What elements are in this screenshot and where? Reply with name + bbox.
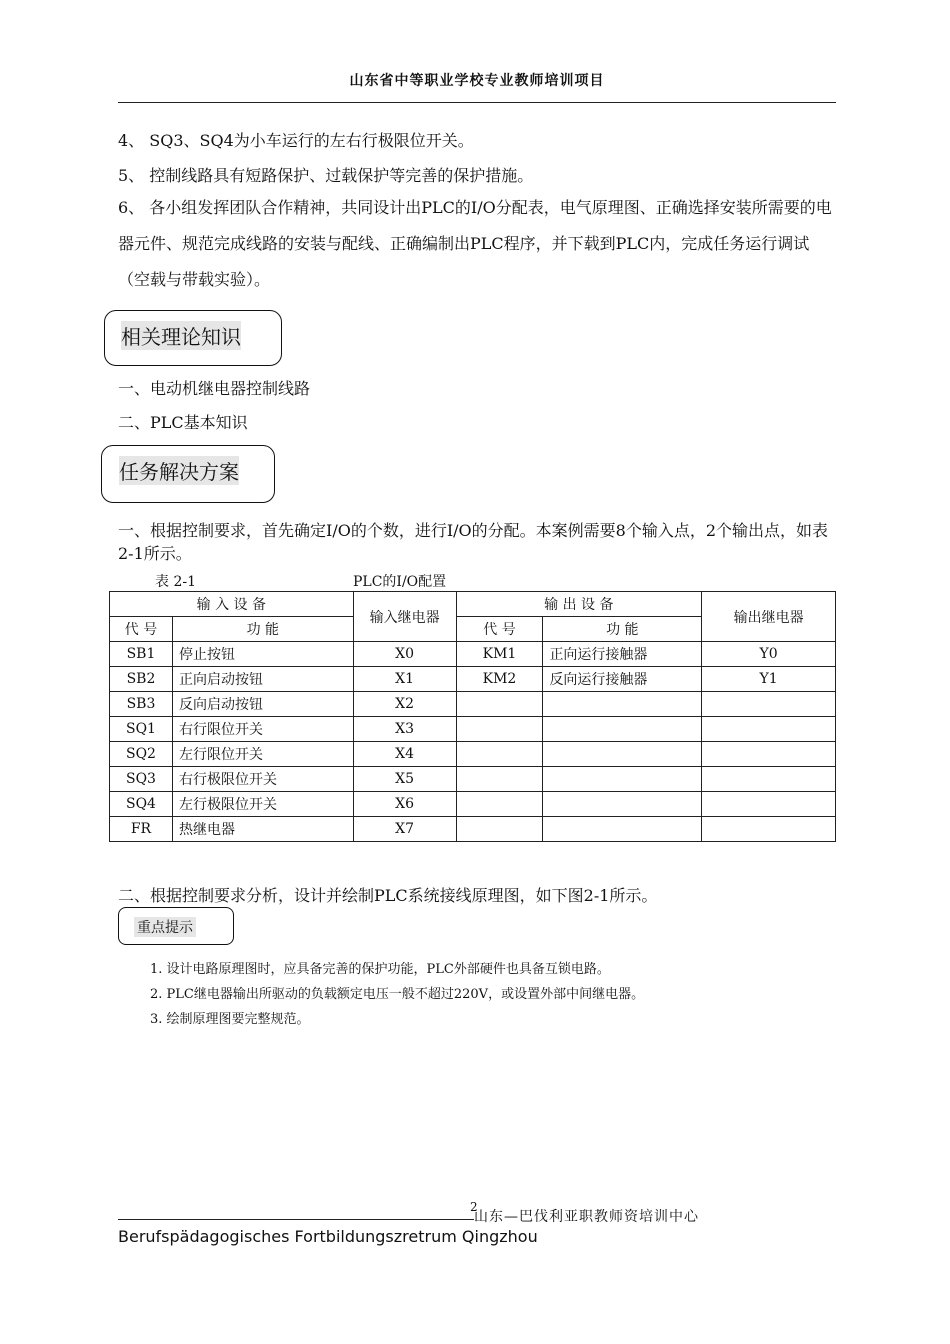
input-code-cell: SB2 <box>110 667 173 692</box>
input-function-cell: 热继电器 <box>172 817 353 842</box>
theory-item-1: 一、电动机继电器控制线路 <box>118 379 311 398</box>
input-code-cell: SQ2 <box>110 742 173 767</box>
input-relay-cell: X6 <box>353 792 456 817</box>
output-function-cell <box>543 742 702 767</box>
page-number: 2 <box>470 1200 478 1214</box>
input-function-cell: 右行限位开关 <box>172 717 353 742</box>
input-function-cell: 左行限位开关 <box>172 742 353 767</box>
output-function-cell: 正向运行接触器 <box>543 642 702 667</box>
requirement-item-6: 6、 各小组发挥团队合作精神，共同设计出PLC的I/O分配表，电气原理图、正确选择安装所需要的电器元件、规范完成线路的安装与配线、正确编制出PLC程序，并下载到PLC内，完成任务运行调试（空载与带载实验）。 <box>118 198 832 289</box>
output-relay-cell <box>702 742 836 767</box>
tip-item-3: 3. 绘制原理图要完整规范。 <box>150 1012 310 1027</box>
input-function-cell: 反向启动按钮 <box>172 692 353 717</box>
input-relay-header: 输入继电器 <box>353 592 456 642</box>
output-devices-header: 输 出 设 备 <box>456 592 702 617</box>
output-relay-cell: Y0 <box>702 642 836 667</box>
input-function-cell: 停止按钮 <box>172 642 353 667</box>
table-row <box>110 692 836 717</box>
footer-center-name: 山东—巴伐利亚职教师资培训中心 <box>474 1209 699 1225</box>
input-relay-cell: X1 <box>353 667 456 692</box>
input-function-cell: 左行极限位开关 <box>172 792 353 817</box>
input-code-header: 代 号 <box>110 617 173 642</box>
table-header-row <box>110 592 836 617</box>
output-function-cell <box>543 717 702 742</box>
output-relay-cell <box>702 817 836 842</box>
table-row <box>110 792 836 817</box>
theory-section-box <box>104 310 282 366</box>
output-function-cell <box>543 692 702 717</box>
input-code-cell: SQ3 <box>110 767 173 792</box>
input-relay-cell: X0 <box>353 642 456 667</box>
tips-box <box>118 907 234 945</box>
output-relay-header: 输出继电器 <box>702 592 836 642</box>
input-relay-cell: X2 <box>353 692 456 717</box>
input-code-cell: SB3 <box>110 692 173 717</box>
output-code-cell <box>456 692 543 717</box>
input-relay-cell: X3 <box>353 717 456 742</box>
table-row <box>110 667 836 692</box>
tips-title: 重点提示 <box>134 917 196 937</box>
theory-item-2: 二、PLC基本知识 <box>118 413 248 432</box>
output-code-header: 代 号 <box>456 617 543 642</box>
input-code-cell: SQ1 <box>110 717 173 742</box>
solution-intro: 一、根据控制要求，首先确定I/O的个数，进行I/O的分配。本案例需要8个输入点，2个输出点，如表2-1所示。 <box>118 521 829 563</box>
output-function-header: 功 能 <box>543 617 702 642</box>
input-code-cell: SB1 <box>110 642 173 667</box>
table-caption: PLC的I/O配置 <box>353 574 447 590</box>
tip-item-1: 1. 设计电路原理图时，应具备完善的保护功能，PLC外部硬件也具备互锁电路。 <box>150 962 610 977</box>
output-relay-cell <box>702 717 836 742</box>
input-function-cell: 右行极限位开关 <box>172 767 353 792</box>
output-relay-cell: Y1 <box>702 667 836 692</box>
output-relay-cell <box>702 692 836 717</box>
solution-section-title: 任务解决方案 <box>119 456 239 485</box>
table-row <box>110 817 836 842</box>
table-row <box>110 767 836 792</box>
input-function-header: 功 能 <box>172 617 353 642</box>
input-function-cell: 正向启动按钮 <box>172 667 353 692</box>
footer-german-name: Berufspädagogisches Fortbildungszretrum Qingzhou <box>118 1227 538 1246</box>
table-row <box>110 642 836 667</box>
output-code-cell <box>456 742 543 767</box>
output-code-cell <box>456 817 543 842</box>
output-function-cell <box>543 817 702 842</box>
output-code-cell <box>456 717 543 742</box>
output-code-cell <box>456 767 543 792</box>
requirement-item-5: 5、 控制线路具有短路保护、过载保护等完善的保护措施。 <box>118 166 534 185</box>
output-relay-cell <box>702 767 836 792</box>
output-function-cell: 反向运行接触器 <box>543 667 702 692</box>
output-code-cell <box>456 792 543 817</box>
requirement-item-4: 4、 SQ3、SQ4为小车运行的左右行极限位开关。 <box>118 131 474 150</box>
solution-section-box <box>101 445 275 503</box>
output-function-cell <box>543 767 702 792</box>
io-config-table <box>109 591 836 842</box>
input-relay-cell: X5 <box>353 767 456 792</box>
solution-step-2: 二、根据控制要求分析，设计并绘制PLC系统接线原理图，如下图2-1所示。 <box>118 886 658 905</box>
input-code-cell: FR <box>110 817 173 842</box>
tip-item-2: 2. PLC继电器输出所驱动的负载额定电压一般不超过220V，或设置外部中间继电器。 <box>150 987 645 1002</box>
output-relay-cell <box>702 792 836 817</box>
theory-section-title: 相关理论知识 <box>121 321 241 350</box>
input-devices-header: 输 入 设 备 <box>110 592 354 617</box>
output-code-cell: KM1 <box>456 642 543 667</box>
output-code-cell: KM2 <box>456 667 543 692</box>
input-relay-cell: X4 <box>353 742 456 767</box>
footer-divider <box>118 1219 474 1220</box>
header-divider <box>118 102 836 103</box>
input-relay-cell: X7 <box>353 817 456 842</box>
table-row <box>110 717 836 742</box>
table-row <box>110 742 836 767</box>
input-code-cell: SQ4 <box>110 792 173 817</box>
table-label: 表 2-1 <box>155 574 196 590</box>
output-function-cell <box>543 792 702 817</box>
page-header-title: 山东省中等职业学校专业教师培训项目 <box>349 73 605 89</box>
